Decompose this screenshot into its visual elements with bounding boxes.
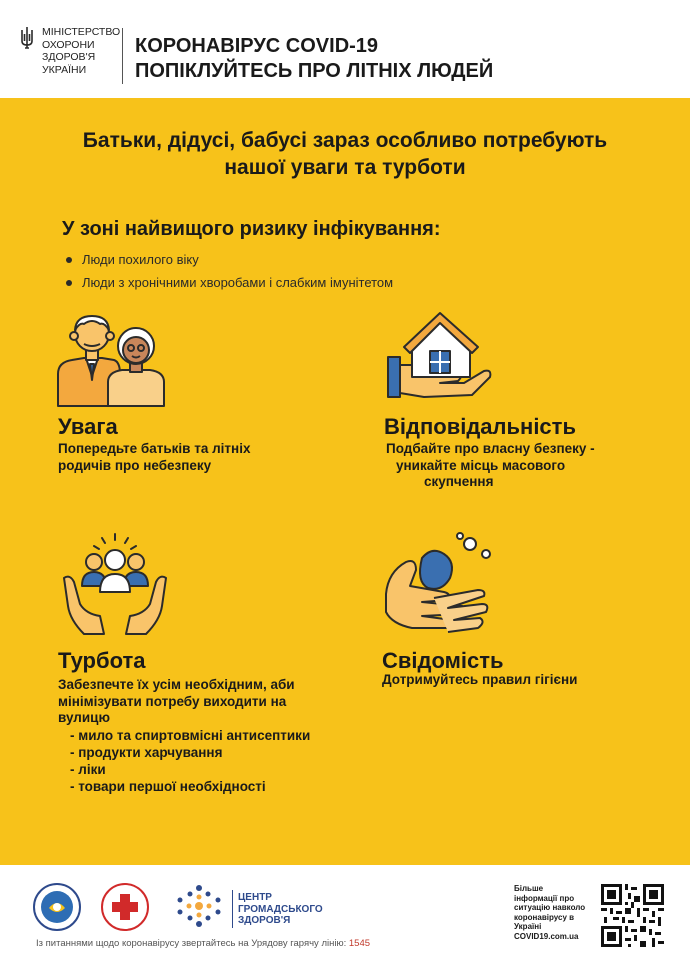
list-item: Люди похилого віку	[64, 248, 393, 271]
partner-logo-circle	[32, 882, 82, 932]
lead-line-1: Батьки, дідусі, бабусі зараз особливо потребують	[82, 129, 608, 152]
house-in-hand-icon	[384, 305, 494, 407]
text-line: Попередьте батьків та літніх	[58, 441, 251, 456]
trident-icon	[20, 26, 34, 50]
text-line: уникайте місць масового	[396, 457, 566, 473]
hand-washing-icon	[382, 532, 498, 638]
cgz-line: ЦЕНТР	[238, 892, 272, 903]
hotline-number: 1545	[348, 938, 371, 949]
info-line: інформації про	[514, 893, 575, 903]
text-line: скупчення	[424, 474, 494, 489]
text-line: мінімізувати потребу виходити на	[58, 693, 287, 709]
text-line: Дотримуйтесь правил гігієни	[382, 672, 578, 687]
text-line: вулицю	[58, 710, 110, 725]
list-item: - ліки	[70, 762, 106, 777]
header-divider	[122, 28, 123, 84]
card-text-responsibility	[386, 441, 595, 491]
list-item: - мило та спиртовмісні антисептики	[70, 728, 311, 743]
card-text-attention	[58, 441, 250, 474]
lead-line-2: нашої уваги та турботи	[224, 156, 466, 179]
list-item: - продукти харчування	[70, 745, 223, 760]
ministry-line: ОХОРОНИ	[42, 38, 95, 51]
list-item: - товари першої необхідності	[70, 779, 266, 794]
lead-text	[0, 127, 690, 181]
hotline-text	[36, 938, 370, 949]
list-item: Люди з хронічними хворобами і слабким імунітетом	[64, 271, 393, 294]
card-title-responsibility: Відповідальність	[384, 414, 576, 439]
info-line: Україні	[514, 922, 542, 931]
ministry-line: МІНІСТЕРСТВО	[42, 26, 121, 38]
more-info-text	[514, 884, 596, 941]
ministry-line: ЗДОРОВ'Я	[42, 51, 96, 63]
title-line-2: ПОПІКЛУЙТЕСЬ ПРО ЛІТНІХ ЛЮДЕЙ	[135, 60, 494, 82]
header	[0, 0, 690, 98]
red-cross-logo	[100, 882, 150, 932]
qr-code[interactable]	[601, 884, 664, 947]
cgz-name	[238, 892, 323, 927]
care-items	[70, 727, 310, 795]
info-line: ситуацію навколо	[514, 903, 586, 912]
elderly-couple-icon	[52, 308, 168, 408]
hotline-label: Із питаннями щодо коронавірусу звертайтесь на Урядову гарячу лінію:	[36, 938, 347, 949]
page-title	[135, 34, 493, 84]
info-line: коронавірусу в	[514, 912, 575, 922]
cgz-line: ЗДОРОВ'Я	[238, 915, 291, 926]
cgz-divider	[232, 890, 233, 928]
card-title-care: Турбота	[58, 648, 146, 673]
text-line: Забезпечте їх усім необхідним, аби	[58, 677, 295, 692]
ministry-name	[42, 26, 122, 76]
card-text-care	[58, 677, 295, 727]
text-line: Подбайте про власну безпеку -	[386, 441, 595, 456]
info-line: COVID19.com.ua	[514, 931, 579, 941]
info-line: Більше	[514, 884, 544, 893]
people-in-hands-icon	[60, 530, 170, 638]
cgz-logo-icon	[172, 884, 226, 928]
ministry-line: УКРАЇНИ	[42, 63, 87, 76]
text-line: родичів про небезпеку	[58, 457, 212, 473]
card-title-attention: Увага	[58, 414, 118, 439]
title-line-1: КОРОНАВІРУС COVID-19	[135, 35, 379, 57]
card-title-awareness: Свідомість	[382, 648, 504, 673]
cgz-line: ГРОМАДСЬКОГО	[238, 903, 323, 915]
card-text-awareness	[382, 672, 577, 689]
risk-title: У зоні найвищого ризику інфікування:	[62, 218, 441, 240]
risk-list	[64, 248, 393, 294]
